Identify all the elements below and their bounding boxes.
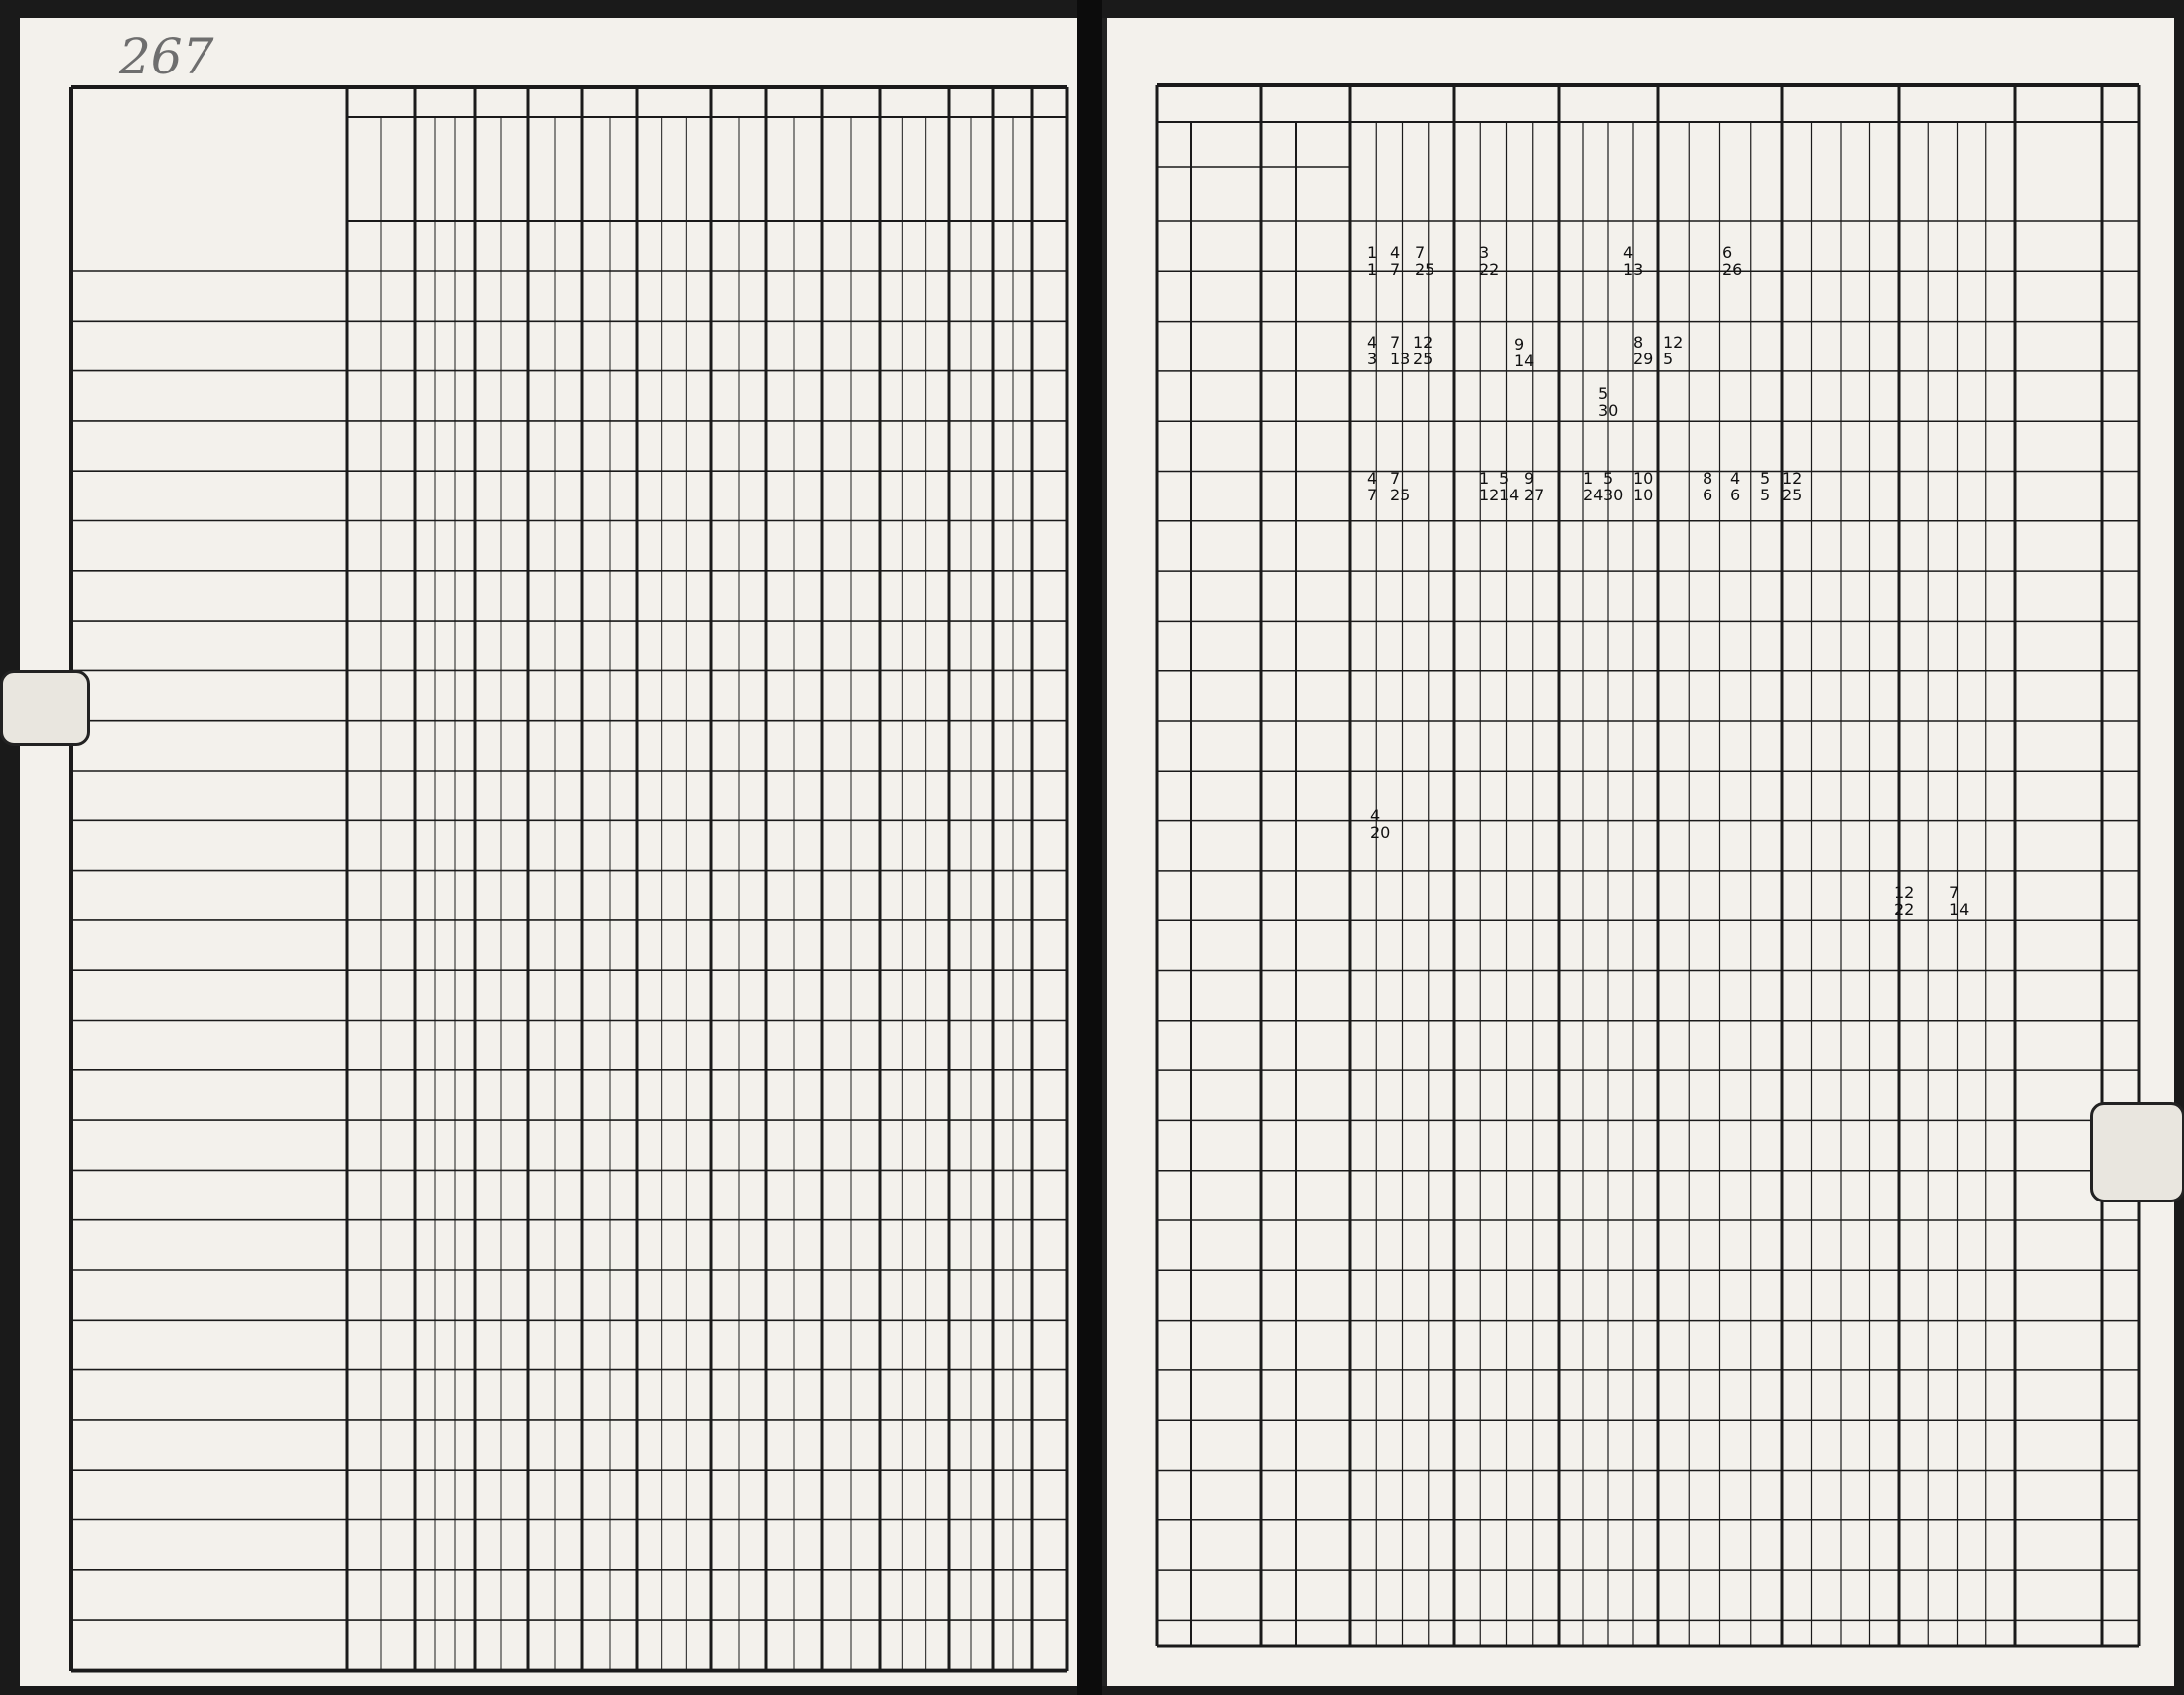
attendance-date: 7 25: [1390, 469, 1411, 504]
attendance-date: 9 14: [1514, 335, 1535, 370]
left-page: [20, 18, 1083, 1686]
attendance-date: 9 27: [1524, 469, 1545, 504]
attendance-date: 10 10: [1633, 469, 1654, 504]
attendance-date: 4 7: [1367, 469, 1378, 504]
right-ribbon-marker: [2090, 1102, 2184, 1202]
book-gutter: [1077, 0, 1102, 1695]
attendance-date: 5 30: [1603, 469, 1624, 504]
attendance-date: 7 13: [1390, 333, 1411, 368]
attendance-date: 4 7: [1390, 243, 1401, 279]
attendance-date: 1 1: [1367, 243, 1378, 279]
attendance-date: 5 14: [1499, 469, 1520, 504]
attendance-date: 4 6: [1730, 469, 1741, 504]
right-page: [1102, 18, 2174, 1686]
attendance-date: 12 5: [1663, 333, 1684, 368]
attendance-date: 1 24: [1583, 469, 1604, 504]
attendance-date: 4 3: [1367, 333, 1378, 368]
attendance-date: 5 5: [1760, 469, 1771, 504]
left-ribbon-marker: [0, 670, 90, 746]
page-number: 267: [119, 28, 214, 85]
left-ruled-grid: [20, 18, 1077, 1686]
attendance-date: 4 20: [1370, 806, 1391, 842]
attendance-date: 5 30: [1598, 384, 1619, 420]
attendance-date: 7 25: [1415, 243, 1435, 279]
attendance-date: 12 25: [1413, 333, 1433, 368]
attendance-date: 6 26: [1722, 243, 1743, 279]
attendance-date: 8 6: [1703, 469, 1713, 504]
attendance-date: 7 14: [1949, 883, 1970, 918]
attendance-date: 8 29: [1633, 333, 1654, 368]
attendance-date: 12 22: [1894, 883, 1915, 918]
attendance-date: 1 12: [1479, 469, 1500, 504]
attendance-date: 3 22: [1479, 243, 1500, 279]
attendance-date: 12 25: [1782, 469, 1803, 504]
attendance-date: 4 13: [1623, 243, 1644, 279]
